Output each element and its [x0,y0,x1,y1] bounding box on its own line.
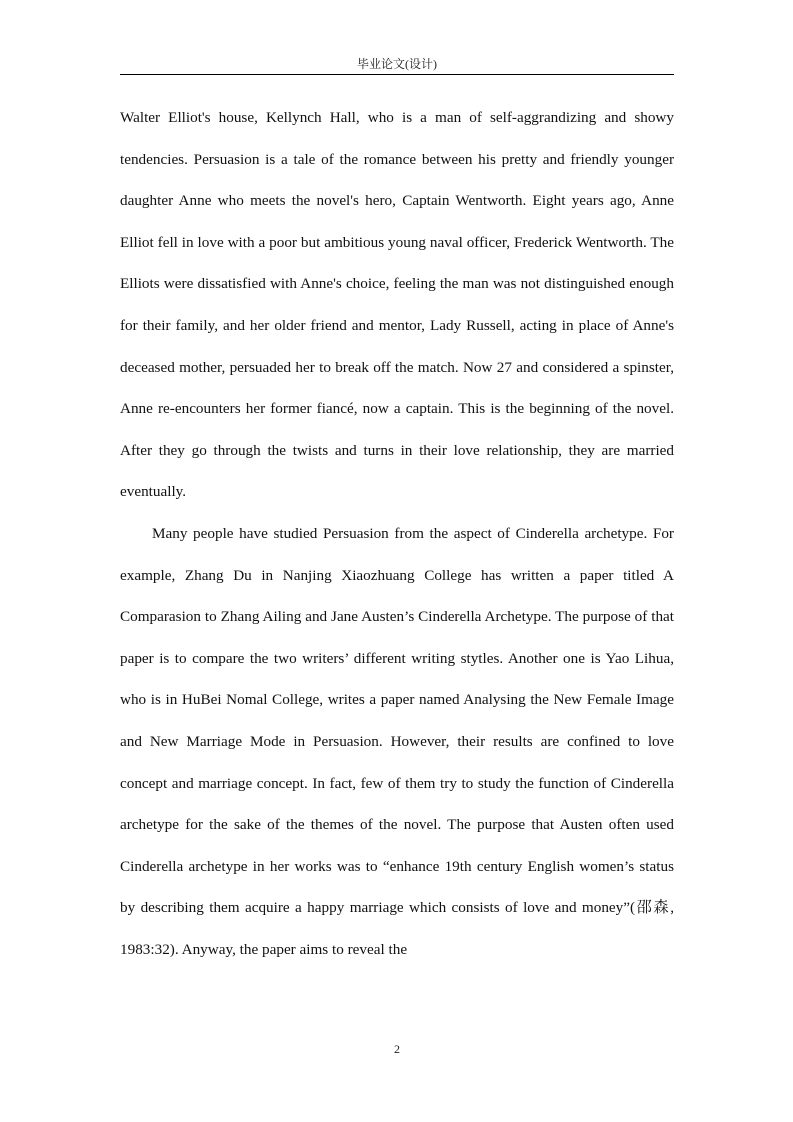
running-header: 毕业论文(设计) [357,57,437,71]
page-number: 2 [394,1042,400,1056]
paragraph-cinderella-studies: Many people have studied Persuasion from the aspect of Cinderella archetype. For example, Zhang Du in Nanjing Xiaozhuang College has written a paper titled A Comparasion to Zhang Ailing and Jane Austen’s Cinderella Archetype. The purpose of that paper is to compare the two writers’ different writing stytles. Another one is Yao Lihua, who is in HuBei Nomal College, writes a paper named Analysing the New Female Image and New Marriage Mode in Persuasion. However, their results are confined to love concept and marriage concept. In fact, few of them try to study the function of Cinderella archetype for the sake of the themes of the novel. The purpose that Austen often used Cinderella archetype in her works was to “enhance 19th century English women’s status by describing them acquire a happy marriage which consists of love and money”(邵森, 1983:32). Anyway, the paper aims to reveal the [120,524,674,958]
paragraph-continuation: Walter Elliot's house, Kellynch Hall, who is a man of self-aggrandizing and showy tendencies. Persuasion is a tale of the romance between his pretty and friendly younger daughter Anne who meets the novel's hero, Captain Wentworth. Eight years ago, Anne Elliot fell in love with a poor but ambitious young naval officer, Frederick Wentworth. The Elliots were dissatisfied with Anne's choice, feeling the man was not distinguished enough for their family, and her older friend and mentor, Lady Russell, acting in place of Anne's deceased mother, persuaded her to break off the match. Now 27 and considered a spinster, Anne re-encounters her former fiancé, now a captain. This is the beginning of the novel. After they go through the twists and turns in their love relationship, they are married eventually. [120,109,674,501]
body-text [120,97,674,970]
header-divider [120,74,674,75]
